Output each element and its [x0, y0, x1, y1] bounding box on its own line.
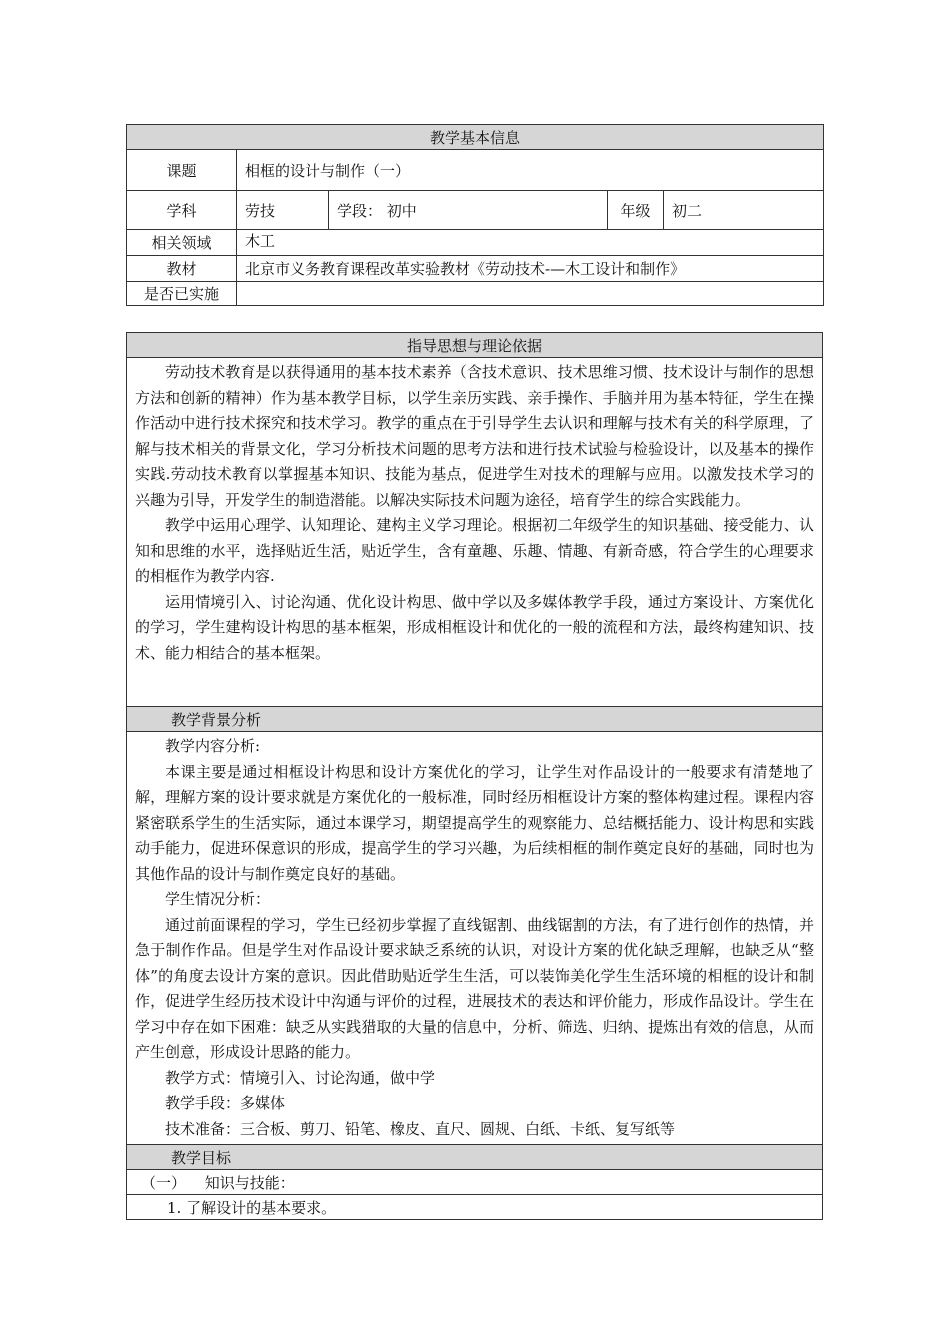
basic-info-header: 教学基本信息	[127, 125, 824, 150]
field-value: 木工	[237, 230, 824, 256]
guiding-paragraph-1: 劳动技术教育是以获得通用的基本技术素养（含技术意识、技术思维习惯、技术设计与制作的思想方法和创新的精神）作为基本教学目标，以学生亲历实践、亲手操作、手脑并用为基本特征，学生在操作活动中进行技术探究和技术学习。教学的重点在于引导学生去认识和理解与技术有关的科学原理，了解与技术相关的背景文化，学习分析技术问题的思考方法和进行技术试验与检验设计，以及基本的操作实践.劳动技术教育以掌握基本知识、技能为基点，促进学生对技术的理解与应用。以激发技术学习的兴趣为引导，开发学生的制造潜能。以解决实际技术问题为途径，培育学生的综合实践能力。	[135, 363, 814, 509]
guiding-header: 指导思想与理论依据	[127, 333, 823, 358]
objectives-header: 教学目标	[127, 1145, 823, 1170]
background-header: 教学背景分析	[127, 707, 823, 732]
textbook-value: 北京市义务教育课程改革实验教材《劳动技术-—木工设计和制作》	[237, 256, 824, 282]
textbook-label: 教材	[127, 256, 237, 282]
teaching-means: 教学手段：多媒体	[165, 1094, 286, 1112]
field-label: 相关领域	[127, 230, 237, 256]
basic-info-table	[126, 124, 824, 306]
grade-value: 初二	[664, 191, 824, 230]
content-analysis-text: 本课主要是通过相框设计构思和设计方案优化的学习，让学生对作品设计的一般要求有清楚地了解，理解方案的设计要求就是方案优化的一般标准，同时经历相框设计方案的整体构建过程。课程内容紧密联系学生的生活实际，通过本课学习，期望提高学生的观察能力、总结概括能力、设计构思和实践动手能力，促进环保意识的形成，提高学生的学习兴趣，为后续相框的制作奠定良好的基础，同时也为其他作品的设计与制作奠定良好的基础。	[135, 762, 814, 883]
student-analysis-text: 通过前面课程的学习，学生已经初步掌握了直线锯割、曲线锯割的方法，有了进行创作的热情，并急于制作作品。但是学生对作品设计要求缺乏系统的认识，对设计方案的优化缺乏理解，也缺乏从“整体”的角度去设计方案的意识。因此借助贴近学生生活，可以装饰美化学生生活环境的相框的设计和制作，促进学生经历技术设计中沟通与评价的过程，进展技术的表达和评价能力，形成作品设计。学生在学习中存在如下困难：缺乏从实践猎取的大量的信息中，分析、筛选、归纳、提炼出有效的信息，从而产生创意，形成设计思路的能力。	[135, 915, 814, 1061]
implemented-label: 是否已实施	[127, 282, 237, 306]
content-analysis-heading: 教学内容分析:	[165, 737, 261, 755]
guiding-paragraph-3: 运用情境引入、讨论沟通、优化设计构思、做中学以及多媒体教学手段，通过方案设计、方案优化的学习，学生建构设计构思的基本框架，形成相框设计和优化的一般的流程和方法，最终构建知识、技术、能力相结合的基本框架。	[135, 592, 814, 662]
objectives-sub-title: 知识与技能：	[204, 1173, 295, 1192]
background-body	[127, 732, 823, 1145]
topic-label: 课题	[127, 150, 237, 191]
grade-label: 年级	[608, 191, 664, 230]
technical-prep: 技术准备：三合板、剪刀、铅笔、橡皮、直尺、圆规、白纸、卡纸、复写纸等	[165, 1119, 676, 1138]
guiding-body	[127, 358, 823, 707]
subject-value: 劳技	[237, 191, 329, 230]
objective-item-1: 1. 了解设计的基本要求。	[127, 1195, 823, 1220]
objectives-subheading	[127, 1170, 823, 1195]
objectives-sub-index: （一）	[141, 1173, 187, 1192]
stage-value: 学段： 初中	[329, 191, 608, 230]
implemented-value	[237, 282, 824, 306]
subject-label: 学科	[127, 191, 237, 230]
topic-value: 相框的设计与制作（一）	[237, 150, 824, 191]
guiding-paragraph-2: 教学中运用心理学、认知理论、建构主义学习理论。根据初二年级学生的知识基础、接受能力、认知和思维的水平，选择贴近生活，贴近学生，含有童趣、乐趣、情趣、有新奇感，符合学生的心理要求的相框作为教学内容.	[135, 516, 814, 585]
lesson-plan-table	[126, 332, 823, 1220]
student-analysis-heading: 学生情况分析：	[165, 890, 271, 908]
teaching-method: 教学方式：情境引入、讨论沟通，做中学	[165, 1068, 436, 1087]
